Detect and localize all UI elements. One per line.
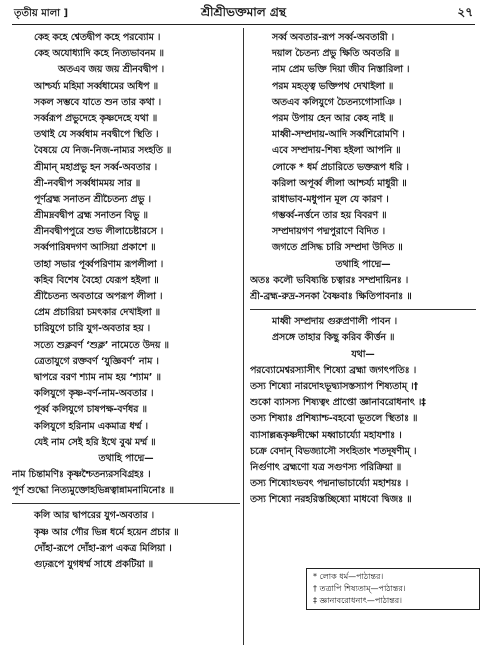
verse-line: সর্ব্বপারিষদগণ আসিয়া প্রকাশে ॥ (34, 242, 156, 254)
verse-line: কলিযুগে কৃষ্ণ-বর্ণ-নাম-অবতার । (34, 388, 154, 400)
column-divider (243, 28, 244, 645)
sanskrit-line: নির্গুণাৎ ব্রহ্মণো যত্র সগুণস্য পরিক্রিয়া ॥ (250, 461, 402, 473)
section-heading: যথা— (351, 348, 375, 360)
sanskrit-line: চক্রে বেদান্ বিভজ্যাসৌ সংহিতাং শতদূষণীম্ । (250, 445, 417, 457)
section-heading: তথাহি পাদ্মে— (98, 452, 154, 464)
verse-line: লোকে * ধর্ম প্রচারিতে ভক্তরূপ ধরি । (272, 161, 409, 173)
verse-line: শ্রী-নবদ্বীপ সর্ব্বধামময় সার ॥ (34, 177, 141, 189)
section-heading: তথাহি পাদ্মে— (335, 258, 391, 270)
left-column (12, 30, 240, 573)
verse-line: অতএব জয় জয় শ্রীনবদ্বীপ । (58, 64, 165, 76)
sanskrit-line: পরব্যোমেশ্বরস্যাসীৎ শিষ্যো ব্রহ্মা জগৎপতিঃ । (250, 364, 417, 376)
verse-line: গুঢ়রূপে যুগধর্ম্ম সাধে প্রকটিয়া ॥ (34, 559, 154, 570)
footnote: * লোক ধর্ম—পাঠান্তর। (313, 572, 384, 581)
header-rule (12, 24, 475, 25)
sanskrit-line: তস্য শিষ্যো নারদোঽভূদ্ব্যাসস্তস্যাপ শিষ্যতাম্ ।† (250, 380, 419, 392)
verse-line: দোঁহা-রূপে দোঁহা-রূপ একত্র মিলিয়া । (34, 542, 172, 554)
verse-line: সর্ব্বরূপ প্রভুদেহে কৃষ্ণদেহে যথা ॥ (34, 112, 158, 124)
verse-line: করিলা অপূর্ব্ব লীলা আশ্চর্য্য মাধুরী ॥ (272, 177, 407, 189)
verse-line: কলি আর দ্বাপরের যুগ-অবতার । (34, 510, 155, 522)
footnote: ‡ জ্ঞানাবরোধনাৎ—পাঠান্তর। (313, 596, 402, 605)
section-rule (12, 503, 240, 504)
verse-line: শ্রীনবদ্বীপপুরে শুভ লীলাচেষ্টারসে । (34, 226, 164, 238)
verse-line: প্রসঙ্গে তাহার কিছু করিব কীর্ত্তন ॥ (272, 332, 395, 344)
sanskrit-line: পূর্ণ শুদ্ধো নিত্যমুক্তোহভিন্নত্বান্নামনামিনোঃ ॥ (12, 485, 174, 497)
verse-line: সকল সম্ভবে যাতে শুন তার কথা । (34, 96, 162, 108)
verse-line: অতএব কলিযুগে চৈতন্যগোসাঞি । (272, 96, 402, 108)
verse-line: পূর্ব্ব কলিযুগে চাষপক্ষ-বর্ণধর ॥ (34, 404, 147, 416)
verse-line: বৈষয়ে যে নিজ-নিজ-নাম্যর সংহতি ॥ (34, 145, 172, 157)
verse-line: দ্বাপরে বরণ শ্যাম নাম হয় ‘শ্যাম’ ॥ (34, 371, 161, 383)
verse-line: রাধাভাব-মধুপান মূল যে কারণ । (272, 193, 389, 205)
verse-line: নাম প্রেম ভক্তি দিয়া জীব নিস্তারিলা । (272, 64, 410, 76)
right-column (250, 30, 476, 508)
chapter-label: তৃতীয় মালা ] (14, 8, 69, 19)
verse-line: তাহা সভার পূর্ব্বপরিণাম রূপলীলা । (34, 258, 164, 270)
footnote: † তত্রাপি শিষ্যতাম্—পাঠান্তর। (313, 584, 406, 593)
section-rule (250, 309, 476, 310)
verse-line: চারিযুগে চারি যুগ-অবতার হয় । (34, 323, 151, 335)
verse-line: কেহ কহে শ্বেতদ্বীপ কহে পরব্যোম । (34, 32, 161, 43)
sanskrit-line: ব্যাসাল্লব্ধকৃষ্ণদীক্ষো মধ্বাচার্য্যো মহাযশাঃ । (250, 429, 402, 441)
verse-line: কেহ অযোধ্যাদি কহে নিত্যভাবনম ॥ (34, 48, 164, 60)
verse-line: গম্ভর্ব্ব-নর্ত্তনে তার হয় বিবরণ ॥ (272, 210, 387, 222)
verse-line: মাধ্বী সম্প্রদায় গুরুপ্রণালী পাবন । (272, 316, 398, 328)
sanskrit-line: তস্য শিষ্যো নরহরিস্তচ্ছিষ্যো মাধবো দ্বিজঃ ॥ (250, 494, 412, 506)
verse-line: শ্রীচৈতন্য অবতারে অপরূপ লীলা । (34, 291, 163, 302)
verse-line: সম্প্রদায়গণ পদ্মপুরাণে বিদিত । (272, 226, 386, 238)
verse-line: পরম মহত্ত্ব ভক্তিপথ দেখাইলা ॥ (272, 80, 394, 92)
verse-line: কৃষ্ণ আর গৌর ভিন্ন ধর্মে হয়েন প্রচার ॥ (34, 526, 179, 538)
sanskrit-line: তস্য শিষ্যাঃ প্রশিষ্যাশ্চ-বহবো ভূতলে স্থিতাঃ ॥ (250, 413, 418, 425)
verse-line: কলিযুগে হরিনাম একমাত্র ধর্ম্ম । (34, 420, 148, 432)
verse-line: শ্রীমদ্নবদ্বীপ ব্রহ্ম সনাতন বিভু ॥ (34, 210, 148, 222)
footnotes-box (306, 568, 480, 610)
verse-line: কহিব বিশেষ বৈহো যেরূপ হইলা ॥ (34, 274, 159, 286)
verse-line: দয়াল চৈতন্য প্রভু ক্ষিতি অবতরি ॥ (272, 48, 400, 60)
verse-line: পরম উপায় হেন আর কেহ নাই ॥ (272, 112, 394, 124)
sanskrit-line: তস্য শিষ্যোঽভবৎ পদ্মনাভাচার্য্যো মহাশয়ঃ । (250, 478, 409, 490)
verse-line: শ্রীমান্ মহাপ্রভু হন সর্ব্ব-অবতার । (34, 161, 158, 173)
sanskrit-line: নাম চিন্তামণিঃ কৃষ্ণশ্চৈতন্যরসবিগ্রহঃ । (12, 469, 151, 481)
sanskrit-line: শ্রী-ব্রহ্ম-রুদ্র-সনকা বৈষ্ণবাঃ ক্ষিতিপাবনাঃ ॥ (250, 291, 412, 302)
verse-line: আশ্চর্য্য মহিমা সর্ব্বধামের অধিপ ॥ (34, 80, 158, 92)
verse-line: এবে সম্প্রদায়-শিষ্য হইলা আপনি ॥ (272, 145, 401, 157)
verse-line: জগতে প্রসিদ্ধ চারি সম্প্রদা উদিত ॥ (272, 242, 403, 254)
verse-line: পূর্ণব্রহ্ম সনাতন শ্রীচৈতন্য প্রভু । (34, 193, 151, 205)
verse-line: ত্রেতাযুগে রক্তবর্ণ ‘যুজ্ঞিবর্ণ’ নাম । (34, 355, 159, 367)
sanskrit-line: শুকো ব্যাসস্য শিষ্যত্বং প্রাপ্তো জ্ঞানাবরোধনাৎ ।‡ (250, 397, 426, 409)
verse-line: যেই নাম সেই হরি ইথে বুঝ মর্ম্ম ॥ (34, 436, 156, 448)
page-header (14, 4, 473, 22)
verse-line: মাধ্বী-সম্প্রদায়-আদি সর্ব্বশিরোমণি । (272, 129, 405, 141)
page-number: ২৭ (457, 5, 473, 19)
verse-line: তথাই যে সর্ব্বধাম নবদ্বীপে স্থিতি । (34, 129, 159, 141)
sanskrit-line: অতঃ কলৌ ভবিষ্যন্তি চত্বারঃ সম্প্রদায়িনঃ । (250, 274, 409, 286)
book-title: শ্রীশ্রীভক্তমাল গ্রন্থ (201, 5, 286, 19)
verse-line: সর্ব্ব অবতার-রূপ সর্ব্ব-অবতারী । (272, 32, 395, 43)
verse-line: সত্যে শুক্লবর্ণ ‘শুক্ল’ নামেতে উদয় ॥ (34, 339, 169, 351)
verse-line: প্রেম প্রচারিয়া চমৎকার দেখাইলা ॥ (34, 307, 161, 319)
